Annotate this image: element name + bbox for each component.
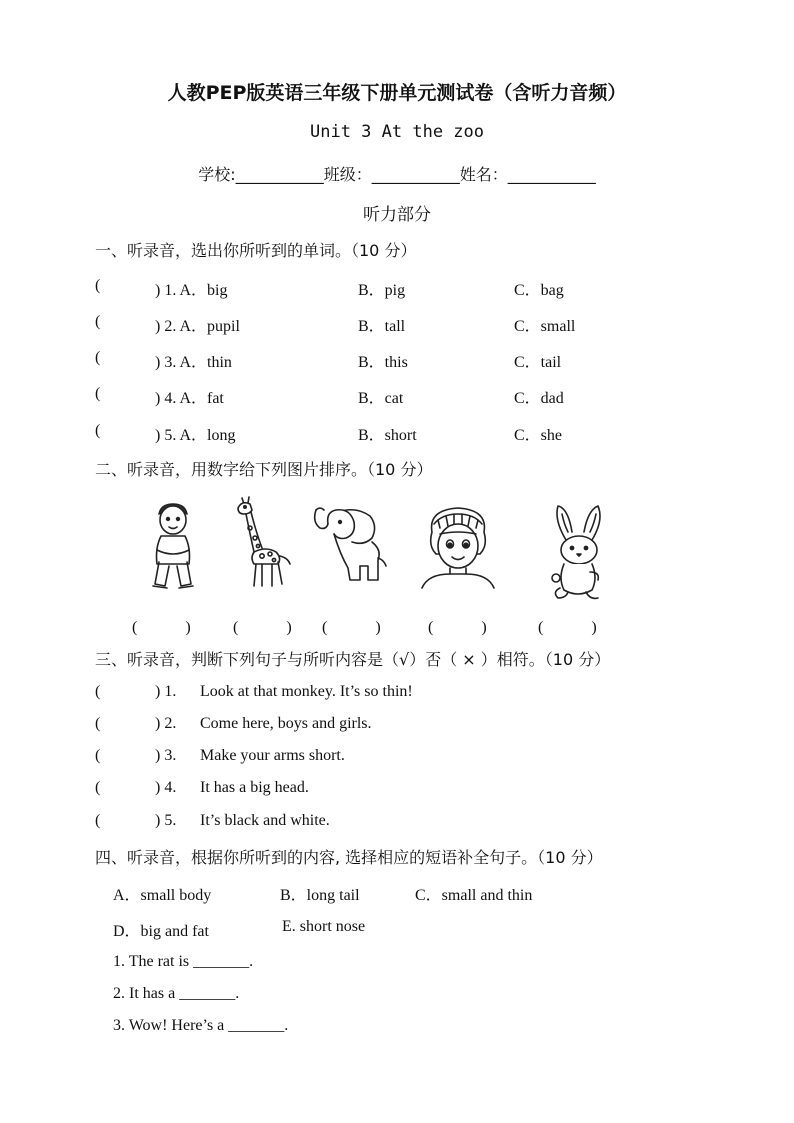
fill-sentence[interactable]: 1. The rat is _______. [113, 953, 254, 970]
order-blank[interactable]: ( ) [233, 619, 292, 636]
option-a: ) 3. A．thin [155, 354, 232, 371]
elephant-icon [310, 502, 390, 586]
sentence-text: Make your arms short. [200, 747, 345, 764]
option-b: B．tall [358, 318, 406, 335]
answer-paren[interactable]: ( [95, 422, 101, 439]
answer-paren[interactable]: ( [95, 277, 101, 294]
listening-part-title: 听力部分 [363, 205, 431, 225]
fill-sentence[interactable]: 2. It has a _______. [113, 985, 240, 1002]
answer-paren[interactable]: ( [95, 779, 101, 796]
option-a: ) 2. A．pupil [155, 318, 240, 335]
answer-paren[interactable]: ( [95, 715, 101, 732]
answer-paren[interactable]: ( [95, 385, 101, 402]
sentence-text: It has a big head. [200, 779, 309, 796]
student-info-line: 学校:___________班级：___________姓名：___________ [198, 165, 596, 184]
boy-sitting-icon [145, 500, 201, 592]
phrase-option: B．long tail [280, 887, 360, 904]
section3-heading: 三、听录音，判断下列句子与所听内容是（√）否（ × ）相符。（10 分） [95, 650, 611, 669]
item-number: ) 4. [155, 779, 177, 796]
option-c: C．small [514, 318, 576, 335]
item-number: ) 5. [155, 812, 177, 829]
phrase-option: A．small body [113, 887, 212, 904]
unit-title: Unit 3 At the zoo [310, 122, 484, 142]
page-title: 人教PEP版英语三年级下册单元测试卷（含听力音频） [167, 82, 627, 104]
item-number: ) 3. [155, 747, 177, 764]
giraffe-icon [232, 494, 294, 590]
option-b: B．this [358, 354, 408, 371]
order-blank[interactable]: ( ) [322, 619, 381, 636]
option-c: C．dad [514, 390, 564, 407]
answer-paren[interactable]: ( [95, 812, 101, 829]
sentence-text: It’s black and white. [200, 812, 330, 829]
option-b: B．cat [358, 390, 404, 407]
rabbit-icon [548, 502, 608, 602]
section2-heading: 二、听录音，用数字给下列图片排序。（10 分） [95, 460, 433, 479]
item-number: ) 2. [155, 715, 177, 732]
order-blank[interactable]: ( ) [428, 619, 487, 636]
section1-heading: 一、听录音，选出你所听到的单词。（10 分） [95, 241, 417, 260]
option-c: C．bag [514, 282, 564, 299]
phrase-option: E. short nose [282, 918, 366, 935]
section4-heading: 四、听录音，根据你所听到的内容, 选择相应的短语补全句子。（10 分） [95, 848, 603, 867]
option-a: ) 1. A．big [155, 282, 228, 299]
answer-paren[interactable]: ( [95, 349, 101, 366]
order-blank[interactable]: ( ) [538, 619, 597, 636]
girl-face-icon [418, 502, 498, 590]
sentence-text: Look at that monkey. It’s so thin! [200, 683, 413, 700]
option-b: B．short [358, 427, 417, 444]
option-c: C．tail [514, 354, 562, 371]
phrase-option: D．big and fat [113, 923, 209, 940]
option-b: B．pig [358, 282, 406, 299]
item-number: ) 1. [155, 683, 177, 700]
order-blank[interactable]: ( ) [132, 619, 191, 636]
fill-sentence[interactable]: 3. Wow! Here’s a _______. [113, 1017, 289, 1034]
answer-paren[interactable]: ( [95, 683, 101, 700]
answer-paren[interactable]: ( [95, 747, 101, 764]
option-a: ) 5. A．long [155, 427, 236, 444]
phrase-option: C．small and thin [415, 887, 533, 904]
option-a: ) 4. A．fat [155, 390, 224, 407]
answer-paren[interactable]: ( [95, 313, 101, 330]
sentence-text: Come here, boys and girls. [200, 715, 372, 732]
option-c: C．she [514, 427, 563, 444]
